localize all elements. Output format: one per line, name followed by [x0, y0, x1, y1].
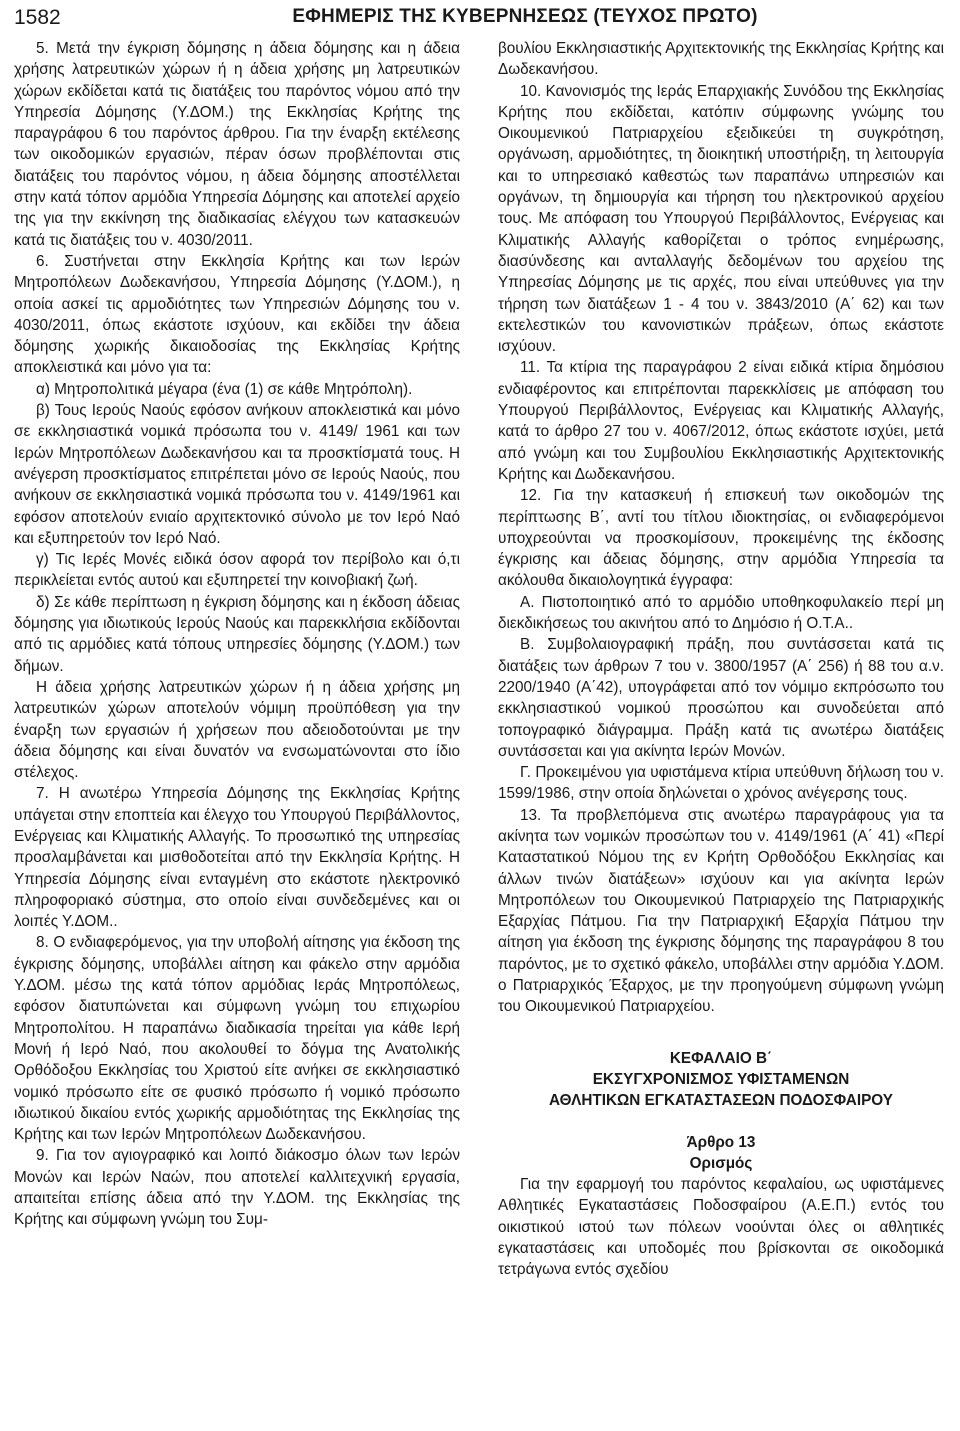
chapter-title-line: ΑΘΛΗΤΙΚΩΝ ΕΓΚΑΤΑΣΤΑΣΕΩΝ ΠΟΔΟΣΦΑΙΡΟΥ: [549, 1092, 893, 1110]
paragraph: βουλίου Εκκλησιαστικής Αρχιτεκτονικής της Εκκλησίας Κρήτης και Δωδεκανήσου.: [498, 40, 944, 79]
paragraph: 5. Μετά την έγκριση δόμησης η άδεια δόμησης και η άδεια χρήσης λατρευτικών χώρων ή η άδεια χρήσης μη λατρευτικών χώρων εκδίδεται κατά τις διατάξεις του παρόντος νόμου από την Υπηρεσία Δόμησης (Υ.ΔΟΜ.) της Εκκλησίας Κρήτης της παραγράφου 6 του παρόντος άρθρου. Για την έναρξη εκτέλεσης των οικοδομικών εργασιών, πέραν όσων προβλέπονται στις διατάξεις του παρόντος νόμου, η άδεια δόμησης αποστέλλεται στην κατά τόπον αρμόδια Υπηρεσία Δόμησης και αποτελεί αρχείο της για την εκκίνηση της διαδικασίας ελέγχου των κατασκευών κατά τις διατάξεις του ν. 4030/2011.: [14, 40, 460, 249]
page-number: 1582: [14, 6, 61, 29]
paragraph: 8. Ο ενδιαφερόμενος, για την υποβολή αίτησης για έκδοση της έγκρισης δόμησης, υποβάλλει αίτηση και φάκελο στην αρμόδια Υ.ΔΟΜ. μέσω της κατά τόπον αρμόδιας Ιεράς Μητροπόλεως, εφόσον διατυπώνεται και σύμφωνη γνώμη του επιχωρίου Μητροπολίτου. Η παραπάνω διαδικασία τηρείται για κάθε Ιερή Μονή ή Ιερό Ναό, που ακολουθεί το δόγμα της Ανατολικής Ορθόδοξου Εκκλησίας του Χριστού είτε ανήκει σε εκκλησιαστικό νομικό πρόσωπο είτε σε φυσικό πρόσωπο ή νομικό πρόσωπο ιδιωτικού δικαίου εντός χωρικής αρμοδιότητας της Εκκλησίας της Κρήτης και των Ιερών Μητροπόλεων Δωδεκανήσου.: [14, 934, 460, 1144]
article-heading: [498, 1132, 944, 1175]
paragraph: 6. Συστήνεται στην Εκκλησία Κρήτης και των Ιερών Μητροπόλεων Δωδεκανήσου, Υπηρεσία Δόμησης (Υ.ΔΟΜ.), η οποία ασκεί τις αρμοδιότητες των Υπηρεσιών Δόμησης του ν. 4030/2011, όπως εκάστοτε ισχύουν, και εκδίδει την άδεια δόμησης χωρικής δικαιοδοσίας της Εκκλησίας Κρήτης αποκλειστικά και μόνο για τα:: [14, 252, 460, 377]
article-title: Ορισμός: [689, 1154, 753, 1172]
paragraph: γ) Τις Ιερές Μονές ειδικά όσον αφορά τον περίβολο και ό,τι περικλείεται εντός αυτού και εξυπηρετεί την κοινοβιακή ζωή.: [14, 551, 460, 590]
paragraph: Β. Συμβολαιογραφική πράξη, που συντάσσεται κατά τις διατάξεις των άρθρων 7 του ν. 3800/1957 (Α΄ 256) ή 88 του α.ν. 2200/1940 (Α΄42), υπογράφεται από τον νόμιμο εκπρόσωπο του εκκλησιαστικού νομικού προσώπου και συνοδεύεται από τοπογραφικό διάγραμμα. Πράξη κατά τις ανωτέρω διατάξεις συντάσσεται και για ακίνητα Ιερών Μονών.: [498, 636, 944, 760]
paragraph: Α. Πιστοποιητικό από το αρμόδιο υποθηκοφυλακείο περί μη διεκδικήσεως του ακινήτου από το Δημόσιο ή Ο.Τ.Α..: [498, 593, 944, 633]
paragraph: 13. Τα προβλεπόμενα στις ανωτέρω παραγράφους για τα ακίνητα των νομικών προσώπων του ν. 4149/1961 (Α΄ 41) «Περί Καταστατικού Νόμου της εν Κρήτη Ορθοδόξου Εκκλησίας και άλλων τινών διατάξεων» ισχύουν και για ακίνητα Ιερών Μητροπόλεων του Οικουμενικού Πατριαρχείο της Πατριαρχικής Εξαρχίας Πάτμου. Για την Πατριαρχική Εξαρχία Πάτμου την αίτηση για έκδοση της έγκρισης δόμησης της παραγράφου 8 του παρόντος, με το σχετικό φάκελο, υποβάλλει στην αρμόδια Υ.ΔΟΜ. ο Πατριαρχικός Έξαρχος, με την προηγούμενη σύμφωνη γνώμη του Οικουμενικού Πατριαρχείου.: [498, 806, 944, 1016]
chapter-title-line: ΕΚΣΥΓΧΡΟΝΙΣΜΟΣ ΥΦΙΣΤΑΜΕΝΩΝ: [592, 1070, 850, 1088]
article-number: Άρθρο 13: [686, 1133, 756, 1151]
paragraph: β) Τους Ιερούς Ναούς εφόσον ανήκουν αποκλειστικά και μόνο σε εκκλησιαστικά νομικά πρόσωπα του ν. 4149/ 1961 και των Ιερών Μητροπόλεων Δωδεκανήσου και τα προσκτίσματά τους. Η ανέγερση προσκτίσματος επιτρέπεται μόνο σε Ιερούς Ναούς, που ανήκουν σε εκκλησιαστικά νομικά πρόσωπα του ν. 4149/1961 και εφόσον αποτελούν ενιαίο αρχιτεκτονικό σύνολο με τον Ιερό Ναό και εξυπηρετούν τον Ιερό Ναό.: [14, 402, 460, 547]
paragraph: 9. Για τον αγιογραφικό και λοιπό διάκοσμο όλων των Ιερών Μονών και Ιερών Ναών, που αποτελεί καλλιτεχνική εργασία, απαιτείται επίσης άδεια από την Υ.ΔΟΜ. της Εκκλησίας της Κρήτης και σύμφωνη γνώμη του Συμ-: [14, 1147, 460, 1229]
paragraph: 10. Κανονισμός της Ιεράς Επαρχιακής Συνόδου της Εκκλησίας Κρήτης που εκδίδεται, κατόπιν σύμφωνης γνώμης του Οικουμενικού Πατριαρχείου εξειδικεύει τη συγκρότηση, οργάνωση, αρμοδιότητες, τη διοικητική υποστήριξη, τη λειτουργία και το υπηρεσιακό καθεστώς των παραπάνω υπηρεσιών και οργάνων, τη δημιουργία και τήρηση του ηλεκτρονικού αρχείου τους. Με απόφαση του Υπουργού Περιβάλλοντος, Ενέργειας και Κλιματικής Αλλαγής καθορίζεται ο τρόπος ενημέρωσης, διασύνδεσης και ανταλλαγής δεδομένων του αρχείου της Υπηρεσίας Δόμησης με τις αρχές, που είναι υπεύθυνες για την τήρηση των διατάξεων 1 - 4 του ν. 3843/2010 (Α΄ 62) και των εκτελεστικών του κανονιστικών πράξεων, όπως εκάστοτε ισχύουν.: [498, 82, 944, 356]
paragraph: δ) Σε κάθε περίπτωση η έγκριση δόμησης και η έκδοση άδειας δόμησης για ιδιωτικούς Ιερούς Ναούς και παρεκκλήσια εκδίδονται από τις αρμόδιες κατά τόπους υπηρεσίες δόμησης (Υ.ΔΟΜ.) των δήμων.: [14, 593, 460, 675]
paragraph: Γ. Προκειμένου για υφιστάμενα κτίρια υπεύθυνη δήλωση του ν. 1599/1986, στην οποία δηλώνεται ο χρόνος ανέγερσης τους.: [498, 764, 944, 803]
page-header: [14, 6, 946, 34]
journal-title: ΕΦΗΜΕΡΙΣ ΤΗΣ ΚΥΒΕΡΝΗΣΕΩΣ (ΤΕΥΧΟΣ ΠΡΩΤΟ): [292, 6, 758, 27]
chapter-number: ΚΕΦΑΛΑΙΟ Β΄: [669, 1049, 773, 1067]
left-column: [14, 38, 460, 1231]
paragraph: 7. Η ανωτέρω Υπηρεσία Δόμησης της Εκκλησίας Κρήτης υπάγεται στην εποπτεία και έλεγχο του Υπουργού Περιβάλλοντος, Ενέργειας και Κλιματικής Αλλαγής. Το προσωπικό της υπηρεσίας προσλαμβάνεται και μισθοδοτείται από την Εκκλησία Κρήτης. Η Υπηρεσία Δόμησης είναι ενταγμένη στο εκάστοτε ηλεκτρονικό πληροφοριακό σύστημα, στο οποίο είναι συνδεδεμένες και οι λοιπές Υ.ΔΟΜ..: [14, 785, 460, 931]
chapter-heading: [498, 1048, 944, 1112]
paragraph: Η άδεια χρήσης λατρευτικών χώρων ή η άδεια χρήσης μη λατρευτικών χώρων αποτελούν νόμιμη προϋπόθεση για την έναρξη των εργασιών ή χρήσεων που αδειοδοτούνται με την άδεια δόμησης και είναι δυνατόν να ενσωματώνονται στο ίδιο στέλεχος.: [14, 678, 460, 782]
paragraph: 11. Τα κτίρια της παραγράφου 2 είναι ειδικά κτίρια δημόσιου ενδιαφέροντος και επιτρέπονται παρεκκλίσεις με απόφαση του Υπουργού Περιβάλλοντος, Ενέργειας και Κλιματικής Αλλαγής, κατά το άρθρο 27 του ν. 4067/2012, όπως εκάστοτε ισχύει, μετά από γνώμη και του Συμβουλίου Εκκλησιαστικής Αρχιτεκτονικής Κρήτης και Δωδεκανήσου.: [498, 359, 944, 483]
right-column: [498, 38, 944, 1281]
paragraph: α) Μητροπολιτικά μέγαρα (ένα (1) σε κάθε Μητρόπολη).: [36, 380, 413, 398]
paragraph: 12. Για την κατασκευή ή επισκευή των οικοδομών της περίπτωσης Β΄, αντί του τίτλου ιδιοκτησίας, οι ενδιαφερόμενοι υποχρεούνται να προσκομίσουν, προκειμένης της έκδοσης έγκρισης και άδειας δόμησης, στην αρμόδια Υπηρεσία τα ακόλουθα δικαιολογητικά έγγραφα:: [498, 487, 944, 590]
paragraph: Για την εφαρμογή του παρόντος κεφαλαίου, ως υφιστάμενες Αθλητικές Εγκαταστάσεις Ποδοσφαίρου (Α.Ε.Π.) εντός του οικιστικού ιστού των πόλεων νοούνται όλες οι αθλητικές εγκαταστάσεις και υποδομές που βρίσκονται σε οικοδομικά τετράγωνα εντός σχεδίου: [498, 1176, 944, 1279]
